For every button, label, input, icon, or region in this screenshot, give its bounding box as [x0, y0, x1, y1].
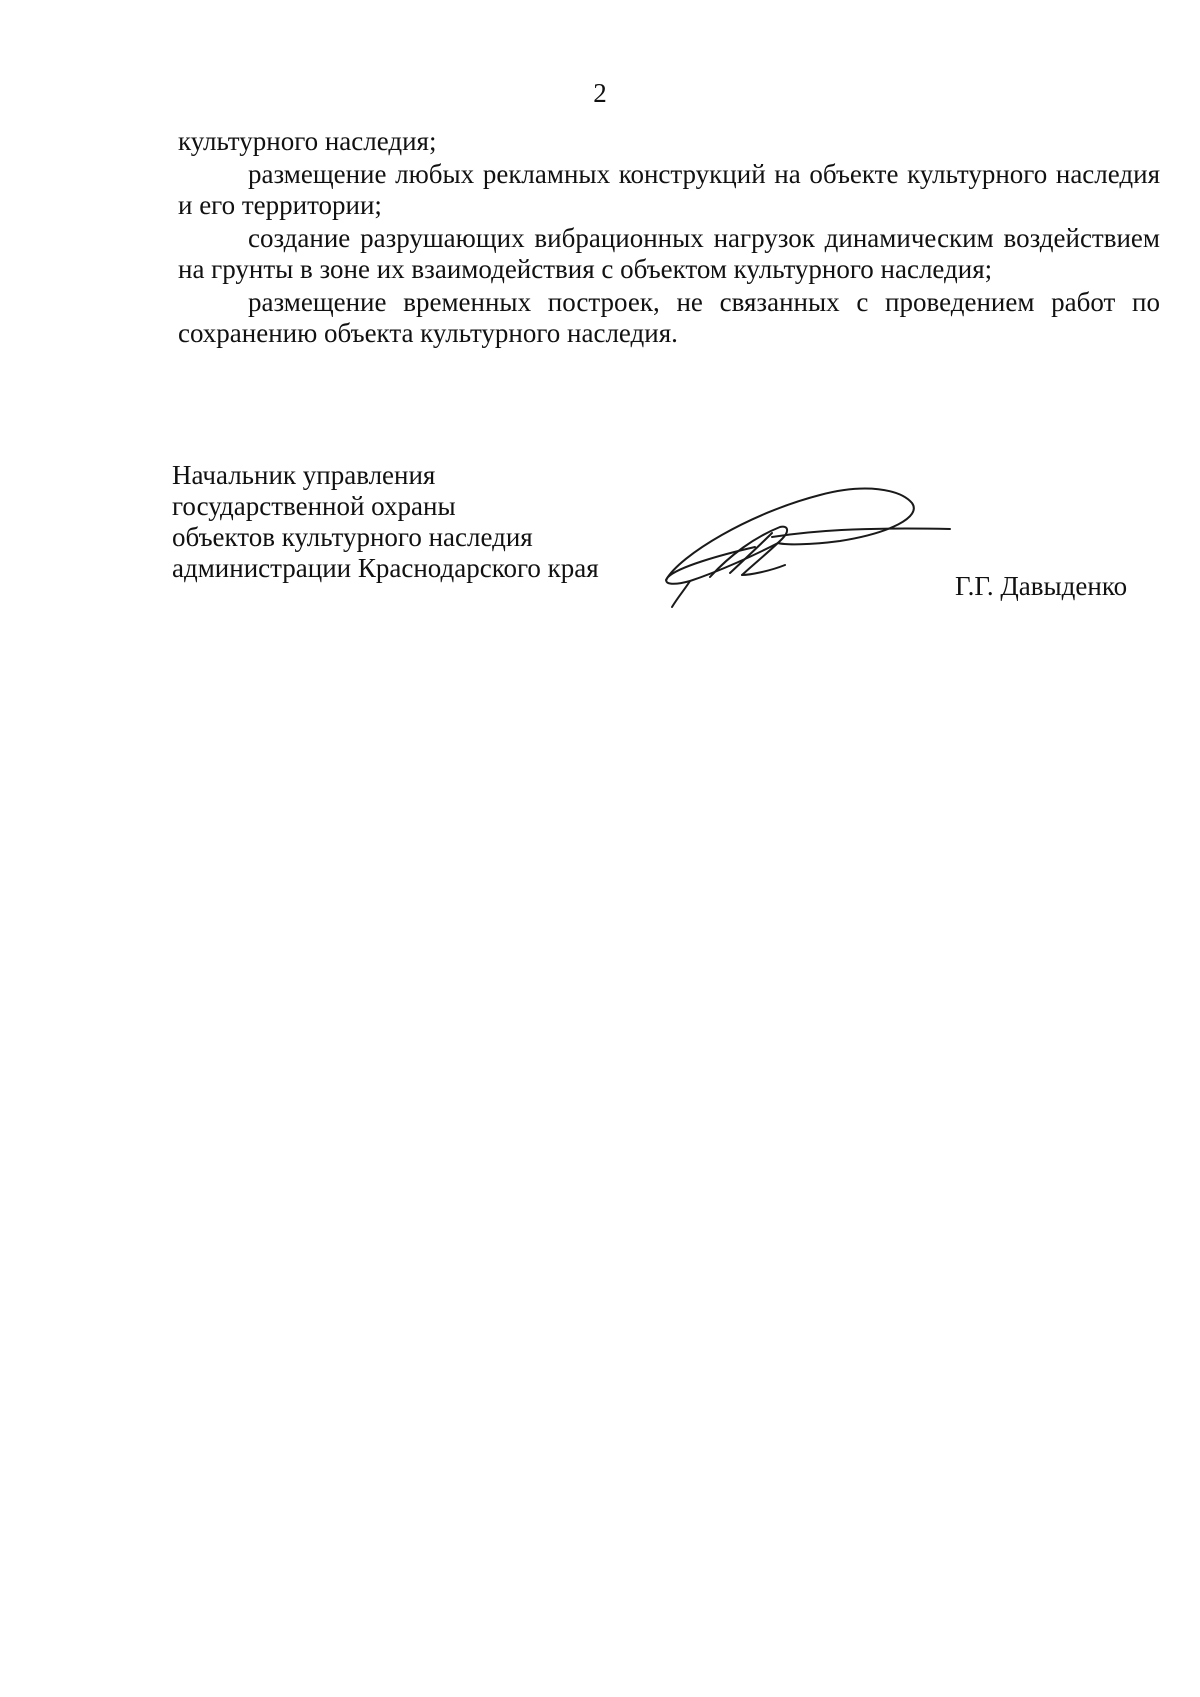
signatory-title [172, 460, 599, 584]
signatory-name: Г.Г. Давыденко [955, 571, 1128, 601]
signatory-title-line: государственной охраны [172, 491, 456, 521]
signatory-title-line: объектов культурного наследия [172, 522, 533, 552]
signatory-title-line: администрации Краснодарского края [172, 553, 599, 583]
paragraph-continuation: культурного наследия; [178, 126, 437, 156]
paragraph-advertising: размещение любых рекламных конструкций на объекте культурного наследия и его территории; [178, 159, 1160, 220]
body-text [178, 126, 1160, 351]
paragraph-vibration: создание разрушающих вибрационных нагрузок динамическим воздействием на грунты в зоне их взаимодействия с объектом культурного наследия; [178, 223, 1160, 284]
paragraph-temporary-buildings: размещение временных построек, не связанных с проведением работ по сохранению объекта культурного наследия. [178, 287, 1160, 348]
handwritten-signature-icon [660, 485, 960, 615]
page-number: 2 [593, 78, 607, 108]
signatory-title-line: Начальник управления [172, 460, 436, 490]
